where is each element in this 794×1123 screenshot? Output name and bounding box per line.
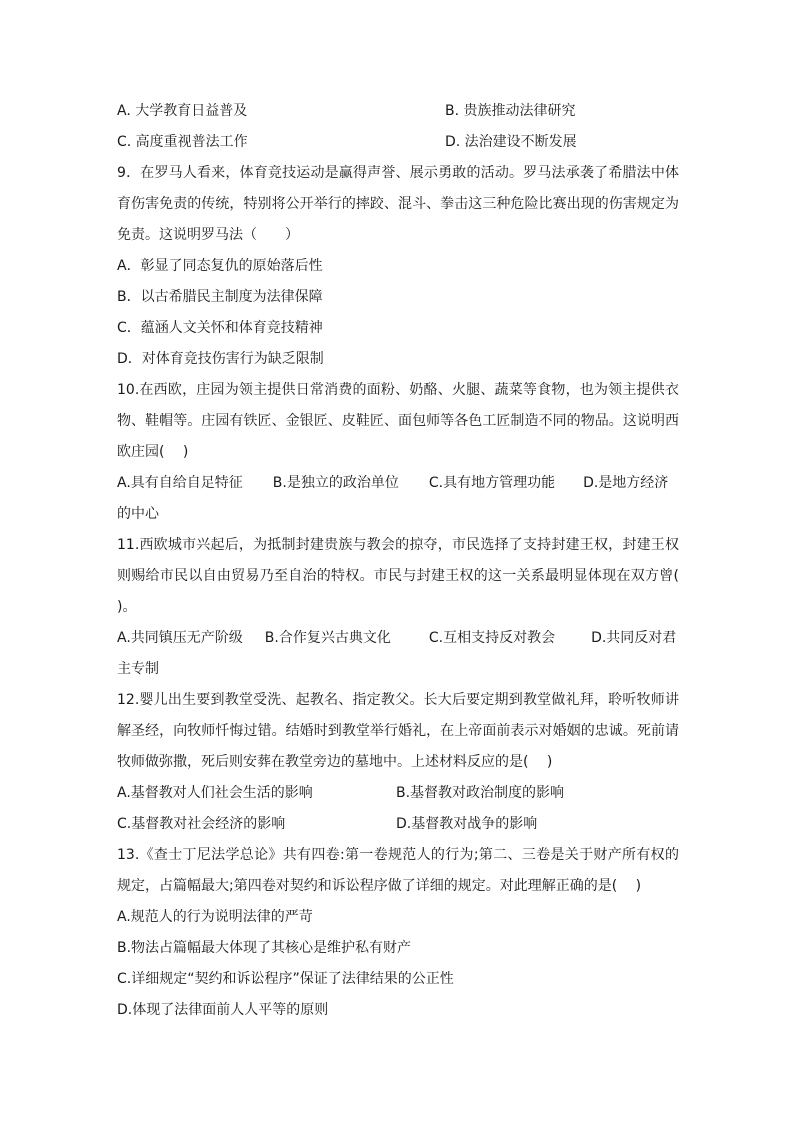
question-12 — [117, 685, 679, 840]
option-b: B.基督教对政治制度的影响 — [396, 785, 565, 801]
option-b: B. 贵族推动法律研究 — [445, 103, 576, 119]
option-c: C.详细规定“契约和诉讼程序”保证了法律结果的公正性 — [117, 971, 454, 987]
option-b: B.是独立的政治单位 — [272, 475, 399, 491]
question-stem: 9．在罗马人看来，体育竞技运动是赢得声誉、展示勇敢的活动。罗马法承袭了希腊法中体育伤害免责的传统，特别将公开举行的摔跤、混斗、拳击这三种危险比赛出现的伤害规定为免责。这说明罗马法（ ） — [117, 165, 679, 243]
exam-page — [117, 96, 698, 1026]
option-b: B.合作复兴古典文化 — [264, 630, 391, 646]
question-stem: 13.《查士丁尼法学总论》共有四卷:第一卷规范人的行为;第二、三卷是关于财产所有权的规定，占篇幅最大;第四卷对契约和诉讼程序做了详细的规定。对此理解正确的是( ) — [117, 847, 679, 894]
option-a: A.基督教对人们社会生活的影响 — [117, 785, 313, 801]
option-a: A. 大学教育日益普及 — [117, 103, 248, 119]
question-13 — [117, 840, 679, 1026]
option-a: A.具有自给自足特征 — [117, 475, 243, 491]
question-11 — [117, 530, 698, 685]
option-row — [117, 809, 679, 840]
question-9 — [117, 158, 679, 375]
question-10 — [117, 375, 679, 530]
question-8-options — [117, 96, 679, 158]
option-b: B．以古希腊民主制度为法律保障 — [117, 289, 323, 305]
option-c: C.互相支持反对教会 — [428, 630, 556, 646]
option-row — [117, 96, 679, 127]
question-options — [117, 468, 679, 530]
option-c: C.具有地方管理功能 — [428, 475, 556, 491]
option-b: B.物法占篇幅最大体现了其核心是维护私有财产 — [117, 940, 412, 956]
option-row — [117, 778, 679, 809]
option-d: D. 法治建设不断发展 — [445, 134, 577, 150]
option-a: A.规范人的行为说明法律的严苛 — [117, 909, 313, 925]
option-d: D.基督教对战争的影响 — [396, 816, 538, 832]
option-a: A.共同镇压无产阶级 — [117, 630, 243, 646]
question-stem: 11.西欧城市兴起后，为抵制封建贵族与教会的掠夺，市民选择了支持封建王权，封建王权则赐给市民以自由贸易乃至自治的特权。市民与封建王权的这一关系最明显体现在双方曾( )。 — [117, 537, 698, 615]
question-options — [117, 623, 679, 685]
option-d: D.体现了法律面前人人平等的原则 — [117, 1002, 329, 1018]
option-c: C. 高度重视普法工作 — [117, 134, 248, 150]
option-d: D.共同反对君主专制 — [117, 630, 677, 677]
option-a: A．彰显了同态复仇的原始落后性 — [117, 258, 323, 274]
question-stem: 10.在西欧，庄园为领主提供日常消费的面粉、奶酪、火腿、蔬菜等食物，也为领主提供衣物、鞋帽等。庄园有铁匠、金银匠、皮鞋匠、面包师等各色工匠制造不同的物品。这说明西欧庄园( ) — [117, 382, 679, 460]
option-c: C．蕴涵人文关怀和体育竞技精神 — [117, 320, 323, 336]
option-d: D．对体育竞技伤害行为缺乏限制 — [117, 351, 324, 367]
option-c: C.基督教对社会经济的影响 — [117, 816, 286, 832]
option-d: D.是地方经济的中心 — [117, 475, 669, 522]
option-row — [117, 127, 679, 158]
question-stem: 12.婴儿出生要到教堂受洗、起教名、指定教父。长大后要定期到教堂做礼拜，聆听牧师讲解圣经，向牧师忏悔过错。结婚时到教堂举行婚礼，在上帝面前表示对婚姻的忠诚。死前请牧师做弥撒，死后则安葬在教堂旁边的墓地中。上述材料反应的是( ) — [117, 692, 679, 770]
